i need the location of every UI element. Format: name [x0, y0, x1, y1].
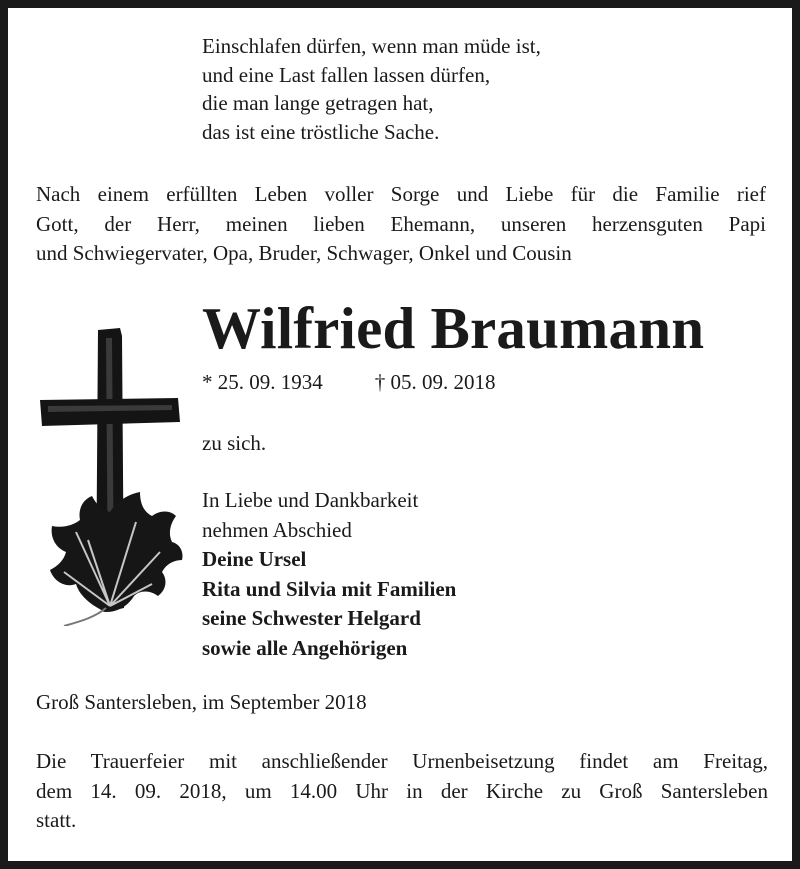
- birth-date: * 25. 09. 1934: [202, 370, 323, 394]
- place-date: Groß Santersleben, im September 2018: [36, 690, 367, 714]
- mourners-block: [202, 486, 456, 663]
- mourner-name: Deine Ursel: [202, 547, 307, 571]
- intro-line: Gott, der Herr, meinen lieben Ehemann, unseren herzensguten Papi: [36, 211, 766, 236]
- cross-with-leaf-icon: [36, 326, 186, 631]
- closing-phrase: zu sich.: [202, 431, 267, 455]
- life-dates: [202, 368, 496, 396]
- obituary-notice: [8, 8, 792, 861]
- poem-line: das ist eine tröstliche Sache.: [202, 119, 440, 144]
- deceased-name: Wilfried Braumann: [202, 295, 705, 361]
- ceremony-line: dem 14. 09. 2018, um 14.00 Uhr in der Kirche zu Groß Santersleben: [36, 778, 768, 803]
- poem: [202, 32, 541, 146]
- mourner-name: seine Schwester Helgard: [202, 606, 421, 630]
- poem-line: und eine Last fallen lassen dürfen,: [202, 62, 491, 87]
- mourners-intro-line: nehmen Abschied: [202, 517, 352, 542]
- ceremony-line: statt.: [36, 808, 77, 832]
- mourners-intro-line: In Liebe und Dankbarkeit: [202, 488, 419, 512]
- intro-line: Nach einem erfüllten Leben voller Sorge und Liebe für die Familie rief: [36, 182, 766, 206]
- poem-line: Einschlafen dürfen, wenn man müde ist,: [202, 34, 541, 58]
- ceremony-info: [36, 747, 768, 836]
- intro-line: und Schwiegervater, Opa, Bruder, Schwager, Onkel und Cousin: [36, 241, 572, 265]
- mourner-name: sowie alle Angehörigen: [202, 635, 408, 660]
- intro-text: [36, 180, 766, 269]
- death-date: † 05. 09. 2018: [374, 370, 496, 394]
- mourner-name: Rita und Silvia mit Familien: [202, 576, 457, 601]
- poem-line: die man lange getragen hat,: [202, 91, 434, 115]
- ceremony-line: Die Trauerfeier mit anschließender Urnenbeisetzung findet am Freitag,: [36, 749, 768, 773]
